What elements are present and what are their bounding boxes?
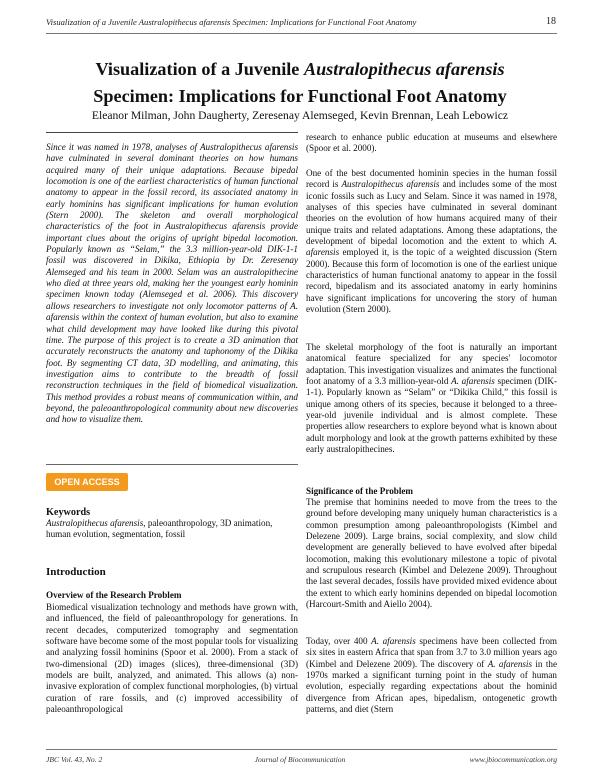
keywords-text	[46, 518, 298, 541]
p3-species-1: A. afarensis	[451, 376, 495, 387]
footer-journal: Journal of Biocommunication	[254, 755, 346, 764]
p5-text-b: specimens have been collected from six sites in eastern Africa that span from 3.7 to 3.0 million years ago (Kimbel and Delezene 2009). The discovery of	[306, 636, 557, 669]
right-paragraph-5	[306, 636, 557, 715]
header-rule	[46, 33, 557, 34]
page-number: 18	[546, 16, 556, 27]
keyword-species: Australopithecus afarensis	[46, 518, 144, 528]
footer-volume: JBC Vol. 43, No. 2	[46, 755, 103, 764]
p2-species-1: Australopithecus afarensis	[341, 179, 440, 190]
right-paragraph-4: The premise that hominins needed to move from the trees to the ground before developing many uniquely human characteristics is a common presumption among paleoanthropologists (Kimbel and Delezene 2009). Large brains, social complexity, and slow child development are generally believed to have evolved after bipedal locomotion, making this evolutionary milestone a topic of pivotal and scrupulous research (Kimbel and Delezene 2009). Throughout the last several decades, fossils have provided mixed evidence about the extent to which early hominins depended on bipedal locomotion (Harcourt-Smith and Aiello 2004).	[306, 497, 557, 610]
p3-text-a: The skeletal morphology of the foot is naturally an important anatomical feature specialized for any species' locomotor adaptation. This investigation visualizes and animates the functional foot anatomy of a 3.3 million-year-old	[306, 342, 557, 387]
title-line1-species: Australopithecus afarensis	[303, 59, 505, 79]
p5-species-2: A. afarensis	[487, 658, 533, 669]
keywords-heading: Keywords	[46, 507, 91, 518]
abstract-top-rule	[46, 132, 298, 133]
footer-rule	[46, 749, 557, 750]
footer-website[interactable]: www.jbiocommunication.org	[469, 755, 557, 764]
title-line1-start: Visualization of a Juvenile	[95, 59, 304, 79]
abstract-text: Since it was named in 1978, analyses of Australopithecus afarensis have culminated in several dominant theories on how humans acquired many of their unique adaptations. Because bipedal locomotion is one of the earliest characteristics of human functional anatomy to appear in the fossil record, its associated anatomy in early hominins has significant implications for human evolution (Stern 2000). The skeleton and overall morphological characteristics of the foot in Australopithecus afarensis provide important clues about the origins of upright bipedal locomotion. Popularly known as “Selam,” the 3.3 million-year-old DIK-1-1 fossil was discovered in Dikika, Ethiopia by Dr. Zeresenay Alemseged and his team in 2000. Selam was an australopithecine who died at three years old, making her the youngest early hominin specimen known today (Alemseged et al. 2006). This discovery allows researchers to investigate not only locomotor patterns of A. afarensis within the context of human evolution, but also to examine what child development may have looked like during this pivotal time. The purpose of this project is to create a 3D animation that accurately reconstructs the anatomy and taphonomy of the Dikika foot. By segmenting CT data, 3D modelling, and animating, this investigation aims to contribute to the breadth of fossil reconstruction techniques in the field of biomedical visualization. This method provides a robust means of communication within, and beyond, the paleoanthropological community about new discoveries and how to visualize them.	[46, 142, 298, 425]
p5-species-1: A. afarensis	[371, 636, 416, 646]
right-paragraph-2	[306, 168, 557, 315]
p2-text-c: employed it, is the topic of a weighted discussion (Stern 2000). Because this form of locomotion is one of the earliest unique characteristics of human functional anatomy to appear in the fossil record, bipedalism and its associated anatomy in early hominins have significant implications for uncovering the story of human evolution (Stern 2000).	[306, 247, 557, 315]
title-line2: Specimen: Implications for Functional Foot Anatomy	[93, 86, 507, 106]
keywords-rest: , paleoanthropology, 3D animation, human evolution, segmentation, fossil	[46, 518, 273, 540]
p5-text-c: in the 1970s marked a significant turning point in the study of human evolution, especially regarding expectations about the hominid divergence from African apes, bipedalism, ontogenetic growth patterns, and diet (Stern	[306, 658, 557, 715]
p2-text-a: One of the best documented hominin species in the human fossil record is	[306, 168, 557, 190]
author-list: Eleanor Milman, John Daugherty, Zeresenay Alemseged, Kevin Brennan, Leah Lebowicz	[91, 109, 509, 122]
p2-text-b: and includes some of the most iconic fossils such as Lucy and Selam. Since it was named in 1978, analyses of this species have culminated in several dominant theories on the evolution of how humans acquired many of their unique traits and related adaptations. Among these adaptations, the development of bipedal locomotion and the extent to which	[306, 179, 558, 247]
open-access-badge[interactable]: OPEN ACCESS	[46, 473, 128, 491]
right-paragraph-1: research to enhance public education at museums and elsewhere (Spoor et al. 2000).	[306, 132, 557, 154]
overview-heading: Overview of the Research Problem	[46, 590, 182, 600]
p2-species-2: A. afarensis	[306, 236, 557, 258]
p5-text-a: Today, over 400	[306, 636, 372, 646]
overview-paragraph: Biomedical visualization technology and methods have grown with, and influenced, the field of paleoanthropology for generations. In recent decades, computerized tomography and segmentation software have become some of the most popular tools for visualizing and analyzing fossil hominins (Spoor et al. 2000). From a stack of two-dimensional (2D) images (slices), three-dimensional (3D) models are built, analyzed, and animated. This allows (a) non-invasive exploration of complex functional morphologies, (b) virtual curation of rare fossils, and (c) improved accessibility of paleoanthropological	[46, 602, 298, 715]
significance-heading: Significance of the Problem	[306, 486, 414, 496]
paper-title	[30, 56, 570, 110]
right-paragraph-3	[306, 342, 557, 455]
running-title: Visualization of a Juvenile Australopithecus afarensis Specimen: Implications for Functional Foot Anatomy	[46, 17, 417, 27]
running-header	[46, 17, 556, 27]
introduction-heading: Introduction	[46, 566, 106, 578]
abstract-bottom-rule	[46, 464, 298, 465]
p3-text-b: specimen (DIK-1-1). Popularly known as “Selam” or “Dikika Child,” this fossil is unique among others of its species, because it belonged to a three-year-old juvenile individual and is almost complete. These properties allow researchers to explore beyond what is known about adult morphology and look at the growth patterns exhibited by these early australopithecines.	[306, 376, 558, 455]
